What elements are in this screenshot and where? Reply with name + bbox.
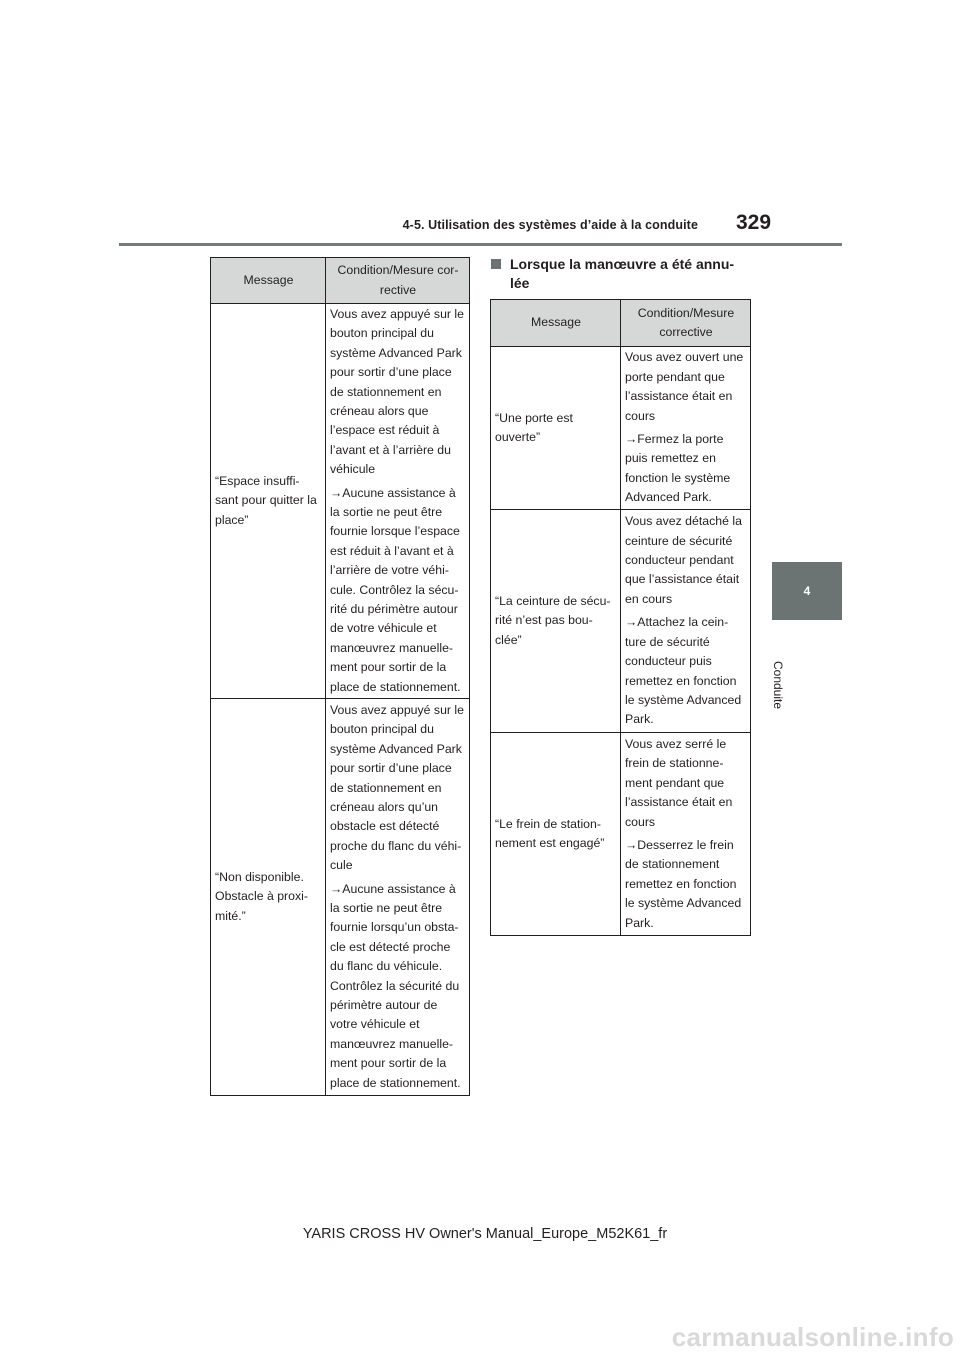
- square-bullet-icon: [491, 259, 501, 269]
- table-row: [491, 510, 751, 733]
- column-header-condition: Condition/Mesure corrective: [621, 300, 751, 347]
- condition-text: Vous avez détaché la ceinture de sécurité conducteur pendant que l’assistance était en cours: [625, 514, 742, 606]
- chapter-number: 4: [803, 584, 811, 598]
- table-row: [491, 347, 751, 510]
- condition-cell: [621, 510, 751, 733]
- condition-text: Vous avez appuyé sur le bouton principal du système Advanced Park pour sortir d’une place de stationnement en créneau alors que l’espace est réduit à l’avant et à l’arrière du véhicule: [330, 306, 464, 477]
- condition-text: Vous avez serré le frein de stationne-ment pendant que l’assistance était en cours: [625, 736, 733, 829]
- message-cell: “Non disponible. Obstacle à proxi-mité.”: [211, 699, 326, 1096]
- table-row: [491, 733, 751, 936]
- header-divider: [119, 243, 842, 246]
- column-header-message: Message: [211, 258, 326, 304]
- manual-footer: YARIS CROSS HV Owner's Manual_Europe_M52K61_fr: [302, 1226, 668, 1242]
- heading-line-2: lée: [510, 274, 530, 291]
- corrective-measure-text: →Aucune assistance à la sortie ne peut être fournie lorsqu’un obsta-cle est détecté proche du flanc du véhicule. Contrôlez la sécurité du périmètre autour de votre véhicule et manœuvrez manuelle-ment pour sortir de la place de stationnement.: [330, 881, 461, 1090]
- message-cell: “Espace insuffi-sant pour quitter la place”: [211, 304, 326, 699]
- condition-text: Vous avez appuyé sur le bouton principal du système Advanced Park pour sortir d’une place de stationnement en créneau alors qu’un obstacle est détecté proche du flanc du véhi-cule: [330, 702, 464, 873]
- corrective-measure-text: →Aucune assistance à la sortie ne peut être fournie lorsque l’espace est réduit à l’avant et à l’arrière de votre véhi-cule. Contrôlez la sécu-rité du périmètre autour de votre véhicule et manœuvrez manuelle-ment pour sortir de la place de stationnement.: [330, 485, 461, 694]
- watermark-logo: carmanualsonline.info: [671, 1322, 954, 1352]
- condition-text: Vous avez ouvert une porte pendant que l’assistance était en cours: [625, 350, 744, 423]
- page-number: 329: [736, 211, 772, 234]
- corrective-measure-text: →Desserrez le frein de stationnement remettez en fonction le système Advanced Park.: [625, 838, 742, 930]
- condition-cell: [326, 699, 470, 1096]
- condition-cell: [326, 304, 470, 699]
- table-row: [211, 304, 470, 699]
- corrective-measure-text: →Attachez la cein-ture de sécurité conducteur puis remettez en fonction le système Advanced Park.: [625, 615, 742, 727]
- table-row: [211, 699, 470, 1096]
- right-message-table: [490, 299, 751, 936]
- message-cell: “Le frein de station-nement est engagé”: [491, 733, 621, 936]
- table-header-row: [211, 258, 470, 304]
- heading-line-1: Lorsque la manœuvre a été annu-: [510, 256, 735, 272]
- condition-cell: [621, 733, 751, 936]
- message-cell: “La ceinture de sécu-rité n’est pas bou-clée”: [491, 510, 621, 733]
- chapter-label: Conduite: [771, 660, 785, 710]
- section-heading: [491, 255, 756, 292]
- section-title: 4-5. Utilisation des systèmes d’aide à la conduite: [402, 218, 698, 232]
- column-header-message: Message: [491, 300, 621, 347]
- chapter-tab[interactable]: [772, 562, 842, 620]
- message-cell: “Une porte est ouverte”: [491, 347, 621, 510]
- table-header-row: [491, 300, 751, 347]
- left-message-table: [210, 257, 470, 1096]
- corrective-measure-text: →Fermez la porte puis remettez en fonction le système Advanced Park.: [625, 432, 731, 505]
- column-header-condition: Condition/Mesure cor-rective: [326, 258, 470, 304]
- condition-cell: [621, 347, 751, 510]
